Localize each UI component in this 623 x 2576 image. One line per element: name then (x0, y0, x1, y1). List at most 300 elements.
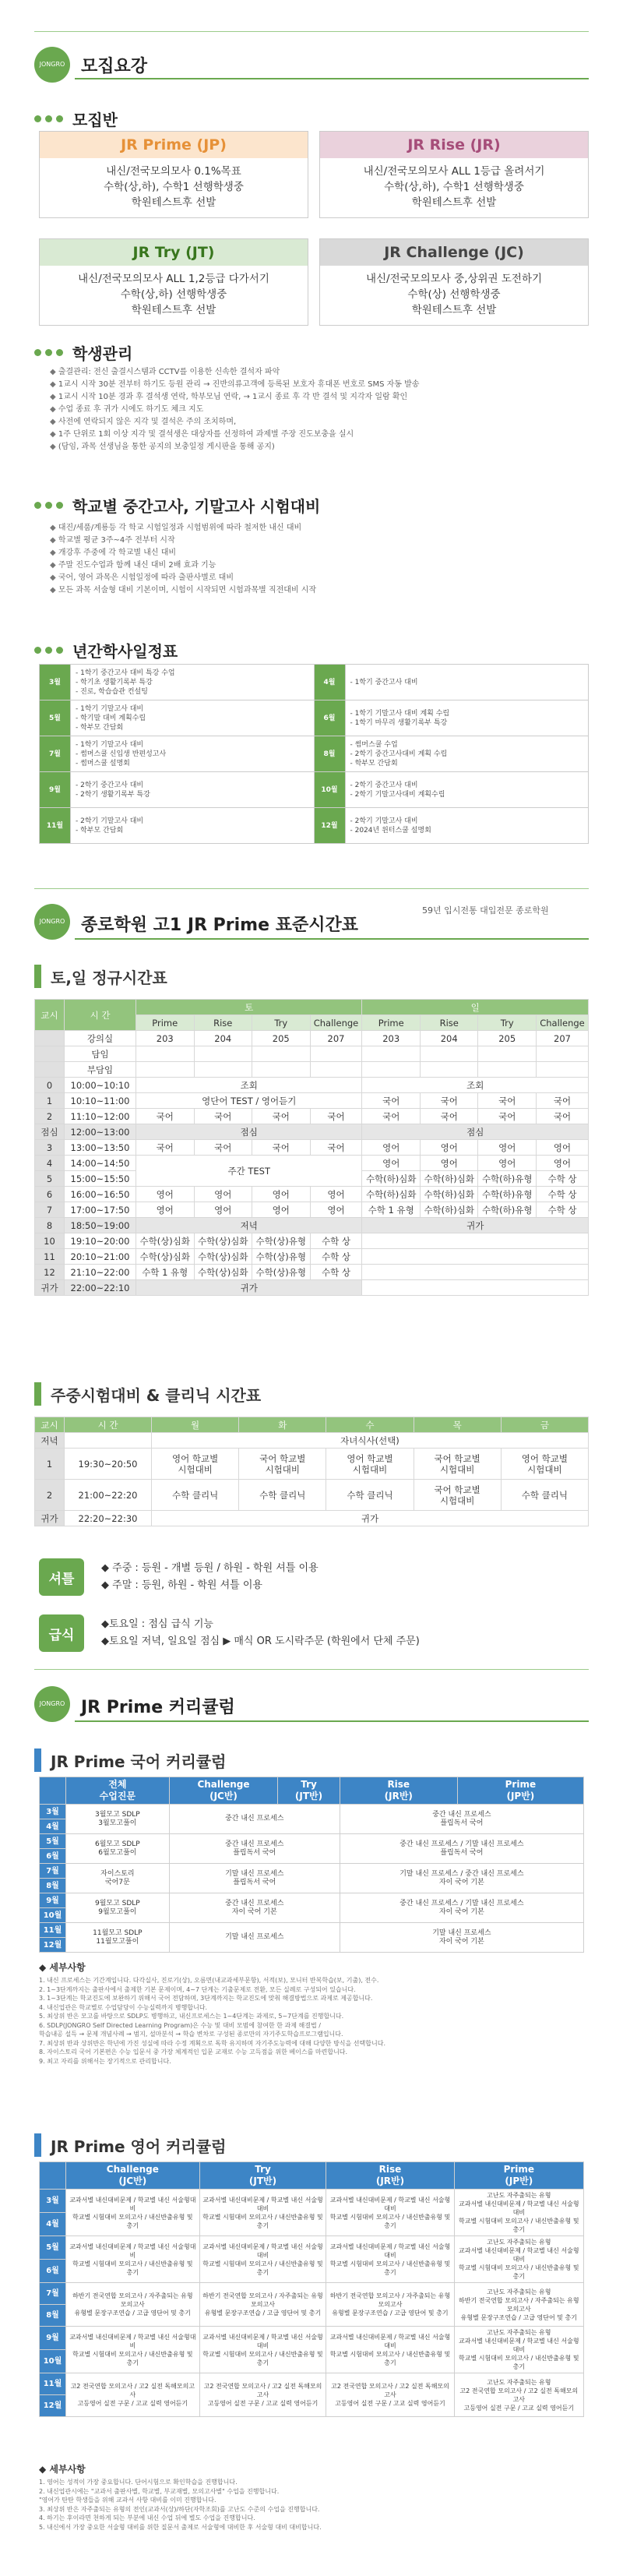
curriculum-row (40, 1805, 584, 1819)
month-col-header (40, 2162, 66, 2190)
class-name: Challenge (536, 1015, 588, 1031)
divider (75, 938, 589, 940)
merged-cell: 주간 TEST (136, 1156, 362, 1187)
year-row (40, 700, 589, 736)
subject-cell: 수학(상)심화 (194, 1233, 252, 1249)
clinic-cell: 국어 학교별 시험대비 (239, 1449, 326, 1480)
subject-cell: 수학(하)심화 (362, 1187, 421, 1202)
merged-cell: 조회 (136, 1078, 362, 1093)
month-cell: 4월 (40, 1819, 66, 1834)
divider (75, 78, 589, 79)
month-cell: 4월 (40, 2213, 66, 2236)
subject-cell: 영어 (194, 1202, 252, 1218)
period-number: 7 (35, 1202, 65, 1218)
class-card-desc (40, 266, 308, 323)
year-month: 4월 (314, 665, 345, 700)
dinner-label: 저녁 (35, 1433, 65, 1449)
curriculum-row (40, 1923, 584, 1938)
year-month: 8월 (314, 736, 345, 772)
month-cell: 3월 (40, 1805, 66, 1819)
subject-cell: 수학 상 (310, 1249, 362, 1265)
clinic-cell: 국어 학교별 시험대비 (414, 1449, 501, 1480)
empty-block (362, 1265, 589, 1280)
period-number: 5 (35, 1171, 65, 1187)
day-header: 금 (501, 1417, 588, 1433)
curriculum-header: 전체 수업진문 (66, 1777, 170, 1805)
year-heading: 년간학사일정표 (34, 639, 178, 662)
shuttle-label: 셔틀 (39, 1558, 84, 1596)
blank-cell (35, 1062, 65, 1078)
mgmt-item: ◆ (담임, 과목 선생님을 통한 공지의 보충일정 게시판을 통해 공지) (50, 441, 579, 453)
empty-cell (194, 1046, 252, 1062)
empty-cell (478, 1046, 537, 1062)
curriculum-cell: 고난도 자주출되는 유형 하반기 전국연합 모의고사 / 자주출되는 유형 모의고사 유형별 문장구조연습 / 고급 영단어 및 총기 (454, 2283, 583, 2327)
merged-cell: 저녁 (136, 1218, 362, 1233)
merged-cell: 귀가 (136, 1280, 362, 1296)
divider (34, 1669, 589, 1670)
curriculum-cell: 고2 전국연합 모의고사 / 고2 실전 독해모의고사 고등영어 실전 구문 / 고교 실력 영어듣기 (66, 2373, 200, 2417)
curriculum-cell: 기말 내신 프로세스 플립독서 국어 (169, 1864, 340, 1893)
subject-cell: 국어 (362, 1093, 421, 1109)
class-name: Try (478, 1015, 537, 1031)
period-time: 10:00~10:10 (65, 1078, 136, 1093)
clinic-row (35, 1449, 589, 1480)
curriculum-cell: 하반기 전국연합 모의고사 / 자주출되는 유형 모의고사 유형별 문장구조연습 / 고급 영단어 및 총기 (326, 2283, 454, 2327)
curriculum-cell: 고난도 자주출되는 유형 교과서별 내신대비문제 / 학교별 내신 서술형대비 학교별 시험대비 모의고사 / 내신반출유형 및 총기 (454, 2190, 583, 2236)
merged-cell: 점심 (362, 1124, 589, 1140)
weekend-heading: 토,일 정규시간표 (34, 965, 167, 988)
curriculum-cell: 중간 내신 프로세스 플립독서 국어 (340, 1805, 583, 1834)
year-content: - 1학기 기말고사 대비 계획 수립 - 1학기 마무리 생활기록부 특강 (345, 700, 589, 736)
year-row (40, 665, 589, 700)
class-card-desc (40, 158, 308, 216)
meal-line: ◆토요일 : 점심 급식 기능 (101, 1618, 213, 1630)
subject-cell: 수학 상 (536, 1202, 588, 1218)
month-cell: 3월 (40, 2190, 66, 2213)
subject-cell: 수학(상)유형 (252, 1265, 311, 1280)
month-cell: 12월 (40, 2395, 66, 2417)
year-content: - 1학기 기말고사 대비 - 학기말 대비 계획수립 - 학부모 간담회 (71, 700, 315, 736)
period-row (35, 1140, 589, 1156)
homeroom-row (35, 1046, 589, 1062)
note-line: 4. 하기는 후이라면 천하게 되는 부분에 내신 수업 뒤에 별도 수업을 진행합니다. (39, 2514, 255, 2521)
curriculum-cell: 교과서별 내신대비문제 / 학교별 내신 서술형대비 학교별 시험대비 모의고사 / 내신반출유형 및 총기 (326, 2190, 454, 2236)
subject-cell: 영어 (310, 1187, 362, 1202)
curriculum-cell: 하반기 전국연합 모의고사 / 자주출되는 유형 모의고사 유형별 문장구조연습 / 고급 영단어 및 총기 (199, 2283, 326, 2327)
period-row (35, 1265, 589, 1280)
logo: JONGRO (34, 1686, 70, 1722)
year-row (40, 772, 589, 808)
note-line: 6. SDLP(JONGRO Self Directed Learning Program)은 수능 및 대비 모범에 참여한 한 과제 해결법 / (39, 2021, 321, 2029)
divider (34, 888, 589, 889)
room-label-cell (35, 1031, 65, 1046)
room-number: 205 (252, 1031, 311, 1046)
class-name: Rise (194, 1015, 252, 1031)
meal-line: ◆토요일 저녁, 일요일 점심 ▶ 매식 OR 도시락주문 (학원에서 단체 주문) (101, 1636, 420, 1647)
year-row (40, 736, 589, 772)
subject-cell: 수학(하)심화 (420, 1202, 478, 1218)
curriculum-cell: 자이스토리 국어7문 (66, 1864, 170, 1893)
clinic-cell: 영어 학교별 시험대비 (326, 1449, 414, 1480)
period-time: 15:00~15:50 (65, 1171, 136, 1187)
empty-cell (536, 1062, 588, 1078)
curriculum-header: Try (JT반) (278, 1777, 340, 1805)
subject-cell: 영어 (252, 1202, 311, 1218)
subject-cell: 영어 (252, 1187, 311, 1202)
period-row (35, 1109, 589, 1124)
curriculum-row (40, 2236, 584, 2260)
clinic-cell: 수학 클리닉 (501, 1480, 588, 1511)
english-heading: JR Prime 영어 커리큘럼 (34, 2133, 226, 2157)
subject-cell: 수학(하)유형 (478, 1202, 537, 1218)
class-card-line: 수학(상) 선행학생중 (407, 288, 501, 301)
curriculum-cell: 교과서별 내신대비문제 / 학교별 내신 서술형대비 학교별 시험대비 모의고사 / 내신반출유형 및 총기 (66, 2190, 200, 2236)
period-time: 13:00~13:50 (65, 1140, 136, 1156)
year-month: 10월 (314, 772, 345, 808)
class-card (39, 238, 308, 326)
month-cell: 7월 (40, 1864, 66, 1879)
subject-cell: 국어 (536, 1093, 588, 1109)
subject-cell: 수학(상)유형 (252, 1249, 311, 1265)
day-header: 목 (414, 1417, 501, 1433)
curriculum-row (40, 1864, 584, 1879)
year-month: 12월 (314, 808, 345, 844)
korean-heading: JR Prime 국어 커리큘럼 (34, 1749, 226, 1772)
day-header: 수 (326, 1417, 414, 1433)
curriculum-row (40, 1893, 584, 1908)
class-card (319, 238, 589, 326)
class-card-line: 내신/전국모의모사 ALL 1등급 올려서기 (363, 165, 545, 178)
month-cell: 9월 (40, 2327, 66, 2350)
divider (75, 1720, 589, 1722)
clinic-row (35, 1511, 589, 1526)
class-card-line: 수학(상,하) 선행학생중 (120, 288, 227, 301)
class-card-desc (320, 158, 588, 216)
year-row (40, 808, 589, 844)
year-content: - 2학기 기말고사 대비 - 학부모 간담회 (71, 808, 315, 844)
month-cell: 10월 (40, 2350, 66, 2373)
period-row (35, 1233, 589, 1249)
weekend-timetable (34, 999, 589, 1296)
period-number: 6 (35, 1187, 65, 1202)
period-number: 11 (35, 1249, 65, 1265)
class-name: Challenge (310, 1015, 362, 1031)
period-time: 21:00~22:20 (65, 1480, 152, 1511)
curriculum-cell: 3월모고 SDLP 3월모고풀이 (66, 1805, 170, 1834)
room-row (35, 1031, 589, 1046)
year-content: - 2학기 중간고사 대비 - 2학기 기말고사대비 계획수립 (345, 772, 589, 808)
merged-cell: 귀가 (152, 1511, 589, 1526)
year-month: 6월 (314, 700, 345, 736)
period-number: 1 (35, 1449, 65, 1480)
blank-cell (35, 1046, 65, 1062)
subject-cell: 영어 (420, 1156, 478, 1171)
curriculum-row (40, 2373, 584, 2395)
period-time: 18:50~19:00 (65, 1218, 136, 1233)
class-card-name: JR Prime (JP) (40, 132, 308, 158)
note-line: 2. 1~3단계까지는 출판사에서 출제한 기본 문제이며, 4~7 단계는 기출문제로 전환, 모든 실례로 구성되어 있습니다. (39, 1985, 356, 1993)
curriculum-cell: 기말 내신 프로세스 (169, 1923, 340, 1953)
class-card-line: 수학(상,하), 수학1 선행학생중 (384, 181, 524, 193)
period-time: 21:10~22:00 (65, 1265, 136, 1280)
divider (34, 31, 589, 32)
period-row (35, 1187, 589, 1202)
class-card-name: JR Rise (JR) (320, 132, 588, 158)
exam-item: ◆ 국어, 영어 과목은 시험일정에 따라 출판사별로 대비 (50, 572, 579, 584)
month-cell: 8월 (40, 1879, 66, 1893)
subject-cell: 수학(상)유형 (252, 1233, 311, 1249)
dinner-row (35, 1433, 589, 1449)
curriculum-row (40, 2283, 584, 2305)
clinic-cell: 영어 학교별 시험대비 (501, 1449, 588, 1480)
room-number: 205 (478, 1031, 537, 1046)
class-card-line: 학원테스트후 선발 (131, 196, 216, 209)
mgmt-item: ◆ 출결관리: 전신 출결시스템과 CCTV를 이용한 신속한 결석자 파악 (50, 366, 579, 379)
curriculum-cell: 중간 내신 프로세스 자이 국어 기본 (169, 1893, 340, 1923)
empty-cell (310, 1062, 362, 1078)
period-row (35, 1093, 589, 1109)
empty-cell (194, 1062, 252, 1078)
curriculum-cell: 고난도 자주출되는 유형 교과서별 내신대비문제 / 학교별 내신 서술형대비 학교별 시험대비 모의고사 / 내신반출유형 및 총기 (454, 2327, 583, 2373)
year-content: - 썸머스쿨 수업 - 2학기 중간고사대비 계획 수립 - 학부모 간담회 (345, 736, 589, 772)
class-card-line: 수학(상,하), 수학1 선행학생중 (104, 181, 244, 193)
class-card-line: 학원테스트후 선발 (411, 304, 497, 316)
curriculum-cell: 교과서별 내신대비문제 / 학교별 내신 서술형대비 학교별 시험대비 모의고사 / 내신반출유형 및 총기 (326, 2327, 454, 2373)
subject-cell: 영어 (362, 1140, 421, 1156)
subject-cell: 국어 (478, 1093, 537, 1109)
col-time: 시 간 (65, 1000, 136, 1031)
period-time: 22:20~22:30 (65, 1511, 152, 1526)
year-month: 9월 (40, 772, 71, 808)
year-content: - 1학기 중간고사 대비 (345, 665, 589, 700)
english-table (39, 2161, 584, 2417)
curriculum-cell: 6월모고 SDLP 6월모고풀이 (66, 1834, 170, 1864)
curriculum-cell: 중간 내신 프로세스 플립독서 국어 (169, 1834, 340, 1864)
class-name: Prime (136, 1015, 195, 1031)
curriculum-cell: 고2 전국연합 모의고사 / 고2 실전 독해모의고사 고등영어 실전 구문 / 고교 실력 영어듣기 (326, 2373, 454, 2417)
subject-cell: 수학(상)심화 (136, 1233, 195, 1249)
year-schedule (39, 664, 589, 844)
empty-cell (536, 1046, 588, 1062)
subject-cell: 국어 (310, 1140, 362, 1156)
subject-cell: 수학(하)심화 (420, 1187, 478, 1202)
month-cell: 7월 (40, 2283, 66, 2305)
subject-cell: 수학 상 (536, 1171, 588, 1187)
curriculum-cell: 하반기 전국연합 모의고사 / 자주출되는 유형 모의고사 유형별 문장구조연습 / 고급 영단어 및 총기 (66, 2283, 200, 2327)
curriculum-header: Prime (JP반) (454, 2162, 583, 2190)
period-number: 점심 (35, 1124, 65, 1140)
clinic-cell: 수학 클리닉 (326, 1480, 414, 1511)
note-line: 7. 최상위 반과 상위반은 학년에 가진 성실에 따라 수정 계획으로 독학 유지하며 자기주도능력에 대해 다양한 방식을 선택합니다. (39, 2039, 385, 2047)
room-number: 204 (420, 1031, 478, 1046)
subject-cell: 국어 (194, 1109, 252, 1124)
logo: JONGRO (34, 47, 70, 83)
clinic-cell: 수학 클리닉 (152, 1480, 239, 1511)
curriculum-cell: 고난도 자주출되는 유형 교과서별 내신대비문제 / 학교별 내신 서술형대비 학교별 시험대비 모의고사 / 내신반출유형 및 총기 (454, 2236, 583, 2283)
subject-cell: 국어 (362, 1109, 421, 1124)
empty-cell (478, 1062, 537, 1078)
curriculum-cell: 11월모고 SDLP 11월모고풀이 (66, 1923, 170, 1953)
subject-cell: 영어 (362, 1156, 421, 1171)
room-number: 203 (362, 1031, 421, 1046)
class-card (319, 131, 589, 218)
clinic-cell: 수학 클리닉 (239, 1480, 326, 1511)
period-number: 4 (35, 1156, 65, 1171)
class-card-line: 학원테스트후 선발 (131, 304, 216, 316)
exam-item: ◆ 주말 진도수업과 함께 내신 대비 2배 효과 기능 (50, 559, 579, 572)
subject-cell: 영어 (420, 1140, 478, 1156)
period-time: 12:00~13:00 (65, 1124, 136, 1140)
month-cell: 5월 (40, 2236, 66, 2260)
period-time: 20:10~21:00 (65, 1249, 136, 1265)
subject-cell: 국어 (252, 1140, 311, 1156)
subject-cell: 국어 (420, 1109, 478, 1124)
subject-cell: 수학(하)심화 (362, 1171, 421, 1187)
curriculum-header: Challenge (JC반) (66, 2162, 200, 2190)
year-month: 3월 (40, 665, 71, 700)
empty-block (362, 1249, 589, 1265)
note-line: 5. 최상위 반은 모고를 바탕으로 SDLP도 병행하고, 내신프로세스는 1~4단계는 과제로, 5~7단계를 진행합니다. (39, 2013, 344, 2020)
exam-list (50, 522, 579, 597)
curriculum-cell: 9월모고 SDLP 9월모고풀이 (66, 1893, 170, 1923)
empty-cell (252, 1046, 311, 1062)
note-line: 3. 최상위 반은 자주출되는 유형의 전인(교과서(상)/하단(자학조회)를 고난도 수준의 수업을 진행합니다. (39, 2505, 320, 2513)
year-content: - 1학기 기말고사 대비 - 썸머스쿨 신입생 반편성고사 - 썸머스쿨 설명회 (71, 736, 315, 772)
month-cell: 8월 (40, 2305, 66, 2327)
note-line: 9. 최고 자리를 위해서는 장기적으로 관리합니다. (39, 2057, 171, 2065)
period-number: 2 (35, 1109, 65, 1124)
subject-cell: 영어 (194, 1187, 252, 1202)
class-card-line: 내신/전국모의모사 ALL 1,2등급 다가서기 (78, 273, 269, 285)
sub-homeroom-row (35, 1062, 589, 1078)
mgmt-item: ◆ 1교시 시작 10분 경과 후 결석생 연락, 학부모님 연락, → 1교시 종료 후 각 반 결석 및 지각자 일람 확인 (50, 391, 579, 404)
class-card (39, 131, 308, 218)
period-number: 귀가 (35, 1511, 65, 1526)
month-col-header (40, 1777, 66, 1805)
subject-cell: 국어 (136, 1140, 195, 1156)
subject-cell: 영어 (536, 1156, 588, 1171)
english-notes: ◆ 세부사항 1. 영어는 성적이 가장 중요합니다. 단어시험으로 확인학습을 진행합니다. 2. 내신업관시에는 "교과서 출판사별, 학교별, 부교재별, 모의고사별" 수업을 진행합니다. "영어가 탄탄 학생들을 위해 교과서 사항 대비를 이미 진행합니다. 3. 최상위 반은 자주출되는 유형의 전인(교과서(상)/하단(자학조회)를 고난도 수준의 수업을 진행합니다. 4. 하기는 후이라면 천하게 되는 부분에 내신 수업 뒤에 별도 수업을 진행합니다. 5. 내신에서 가장 중요한 서술형 대비를 위한 질문서 출제로 서술형에 대비한 후 서술형 대비 대비합니다. (39, 2462, 584, 2532)
period-time: 17:00~17:50 (65, 1202, 136, 1218)
note-line: 1. 내신 프로세스는 기간계입니다. 다각실사, 진로기(상), 오름면(내교과세부문항), 서적(보), 모니터 반복학습(보, 기출), 전수. (39, 1977, 379, 1984)
period-time: 19:10~20:00 (65, 1233, 136, 1249)
shuttle-line: ◆ 주중 : 등원 - 개별 등원 / 하원 - 학원 셔틀 이용 (101, 1562, 319, 1574)
subject-cell: 국어 (194, 1140, 252, 1156)
curriculum-header: Challenge (JC반) (169, 1777, 278, 1805)
row-label: 담임 (65, 1046, 136, 1062)
mgmt-item: ◆ 수업 종료 후 귀가 시에도 하기도 체크 지도 (50, 404, 579, 416)
note-line: 3. 1~3단계는 학교진도에 보완하기 위해서 국어 전담하며, 3단계까지는 학교진도에 맞춰 해결방법으로 과제로 제공합니다. (39, 1995, 373, 2002)
korean-notes: ◆ 세부사항 1. 내신 프로세스는 기간계입니다. 다각실사, 진로기(상), 오름면(내교과세부문항), 서적(보), 모니터 반복학습(보, 기출), 전수. 2. 1~3단계까지는 출판사에서 출제한 기본 문제이며, 4~7 단계는 기출문제로 전환, 모든 실례로 구성되어 있습니다. 3. 1~3단계는 학교진도에 보완하기 위해서 국어 전담하며, 3단계까지는 학교진도에 맞춰 해결방법으로 과제로 제공합니다. 4. 내신업관은 학교별로 수업담당이 수능실력까지 병행합니다. 5. 최상위 반은 모고를 바탕으로 SDLP도 병행하고, 내신프로세스는 1~4단계는 과제로, 5~7단계를 진행합니다. 6. SDLP(JONGRO Self Directed Learning Program)은 수능 및 대비 모범에 참여한 한 과제 해결법 / 학습내공 설득 → 문제 개념사례 → 범지, 설마분석 → 학습 변차로 구성된 종로만의 자기주도학습프로그램입니다. 7. 최상위 반과 상위반은 학년에 가진 성실에 따라 수정 계획으로 독학 유지하며 자기주도능력에 대해 다양한 방식을 선택합니다. 8. 자이스토리 국어 기본편은 수능 입문서 중 가장 체계적인 입문 교재로 수능 고득점을 위한 베이스를 마련합니다. 9. 최고 자리를 위해서는 장기적으로 관리합니다. (39, 1960, 584, 2066)
col-sat: 토 (136, 1000, 362, 1015)
mgmt-item: ◆ 1교시 시작 30분 전부터 하기도 등원 관리 → 진반의류고객에 등록된 보호자 휴대폰 번호로 SMS 자동 발송 (50, 379, 579, 391)
month-cell: 10월 (40, 1908, 66, 1923)
period-row (35, 1124, 589, 1140)
clinic-cell: 국어 학교별 시험대비 (414, 1480, 501, 1511)
period-row (35, 1156, 589, 1171)
class-card-line: 내신/전국모의모사 중,상위권 도전하기 (365, 273, 543, 285)
note-line: 8. 자이스토리 국어 기본편은 수능 입문서 중 가장 체계적인 입문 교재로 수능 고득점을 위한 베이스를 마련합니다. (39, 2048, 348, 2056)
mgmt-item: ◆ 사전에 연락되지 않은 지각 및 결석은 주의 조치하며, (50, 416, 579, 429)
subject-cell: 국어 (310, 1109, 362, 1124)
room-number: 203 (136, 1031, 195, 1046)
class-name: Try (252, 1015, 311, 1031)
subject-cell: 영어 (136, 1187, 195, 1202)
subject-cell: 수학(하)심화 (420, 1171, 478, 1187)
shuttle-line: ◆ 주말 : 등원, 하원 - 학원 셔틀 이용 (101, 1579, 262, 1591)
curriculum-cell: 교과서별 내신대비문제 / 학교별 내신 서술형대비 학교별 시험대비 모의고사 / 내신반출유형 및 총기 (199, 2190, 326, 2236)
subject-cell: 국어 (420, 1093, 478, 1109)
dinner-text: 자녀식사(선택) (152, 1433, 589, 1449)
subject-cell: 수학(상)심화 (194, 1249, 252, 1265)
month-cell: 5월 (40, 1834, 66, 1849)
curriculum-header: Try (JT반) (199, 2162, 326, 2190)
curriculum-cell: 고난도 자주출되는 유형 고2 전국연합 모의고사 / 고2 실전 독해모의고사 고등영어 실전 구문 / 고교 실력 영어듣기 (454, 2373, 583, 2417)
curriculum-cell: 교과서별 내신대비문제 / 학교별 내신 서술형대비 학교별 시험대비 모의고사 / 내신반출유형 및 총기 (326, 2236, 454, 2283)
meal-label: 급식 (39, 1614, 84, 1652)
mgmt-item: ◆ 1주 단위로 1회 이상 지각 및 결석생은 대상자를 선정하여 과제별 주장 진도보충을 실시 (50, 429, 579, 441)
logo: JONGRO (34, 904, 70, 940)
empty-block (362, 1280, 589, 1296)
curriculum-cell: 고2 전국연합 모의고사 / 고2 실전 독해모의고사 고등영어 실전 구문 / 고교 실력 영어듣기 (199, 2373, 326, 2417)
note-line: 1. 영어는 성적이 가장 중요합니다. 단어시험으로 확인학습을 진행합니다. (39, 2479, 238, 2486)
note-line: 4. 내신업관은 학교별로 수업담당이 수능실력까지 병행합니다. (39, 2003, 208, 2011)
exam-item: ◆ 개강후 주중에 각 학교별 내신 대비 (50, 547, 579, 559)
subject-cell: 국어 (478, 1109, 537, 1124)
month-cell: 9월 (40, 1893, 66, 1908)
class-card-name: JR Try (JT) (40, 239, 308, 266)
period-number: 8 (35, 1218, 65, 1233)
period-row (35, 1202, 589, 1218)
note-line: "영어가 탄탄 학생들을 위해 교과서 사항 대비를 이미 진행합니다. (39, 2497, 216, 2504)
empty-cell (310, 1046, 362, 1062)
curriculum-cell: 중간 내신 프로세스 (169, 1805, 340, 1834)
curriculum-header: Rise (JR반) (340, 1777, 457, 1805)
clinic-row (35, 1480, 589, 1511)
class-card-name: JR Challenge (JC) (320, 239, 588, 266)
room-label: 강의실 (65, 1031, 136, 1046)
subject-cell: 국어 (136, 1109, 195, 1124)
curriculum-cell: 교과서별 내신대비문제 / 학교별 내신 서술형대비 학교별 시험대비 모의고사 / 내신반출유형 및 총기 (66, 2327, 200, 2373)
period-row (35, 1249, 589, 1265)
merged-cell: 귀가 (362, 1218, 589, 1233)
merged-cell: 점심 (136, 1124, 362, 1140)
year-content: - 2학기 기말고사 대비 - 2024년 윈터스쿨 설명회 (345, 808, 589, 844)
period-number: 귀가 (35, 1280, 65, 1296)
curriculum-cell: 교과서별 내신대비문제 / 학교별 내신 서술형대비 학교별 시험대비 모의고사 / 내신반출유형 및 총기 (66, 2236, 200, 2283)
mgmt-heading: 학생관리 (34, 341, 132, 364)
mgmt-list (50, 366, 579, 453)
note-line: 5. 내신에서 가장 중요한 서술형 대비를 위한 질문서 출제로 서술형에 대비한 후 서술형 대비 대비합니다. (39, 2523, 322, 2531)
empty-cell (252, 1062, 311, 1078)
curriculum-cell: 교과서별 내신대비문제 / 학교별 내신 서술형대비 학교별 시험대비 모의고사 / 내신반출유형 및 총기 (199, 2236, 326, 2283)
curriculum-row (40, 2327, 584, 2350)
exam-item: ◆ 모든 과목 서술형 대비 기본이며, 시험이 시작되면 시험과목별 직전대비 시작 (50, 584, 579, 597)
period-time: 10:10~11:00 (65, 1093, 136, 1109)
exam-item: ◆ 학교별 평균 3주~4주 전부터 시작 (50, 535, 579, 547)
note-line: 2. 내신업관시에는 "교과서 출판사별, 학교별, 부교재별, 모의고사별" 수업을 진행합니다. (39, 2487, 280, 2495)
period-number: 12 (35, 1265, 65, 1280)
month-cell: 11월 (40, 2373, 66, 2395)
period-time: 19:30~20:50 (65, 1449, 152, 1480)
note-line: 학습내공 설득 → 문제 개념사례 → 범지, 설마분석 → 학습 변차로 구성된 종로만의 자기주도학습프로그램입니다. (39, 2031, 343, 2038)
period-time: 22:00~22:10 (65, 1280, 136, 1296)
subject-cell: 영어 (136, 1202, 195, 1218)
year-content: - 2학기 중간고사 대비 - 2학기 생활기록부 특강 (71, 772, 315, 808)
month-cell: 6월 (40, 1849, 66, 1864)
curriculum-row (40, 2190, 584, 2213)
page-title: 모집요강 (81, 57, 148, 76)
